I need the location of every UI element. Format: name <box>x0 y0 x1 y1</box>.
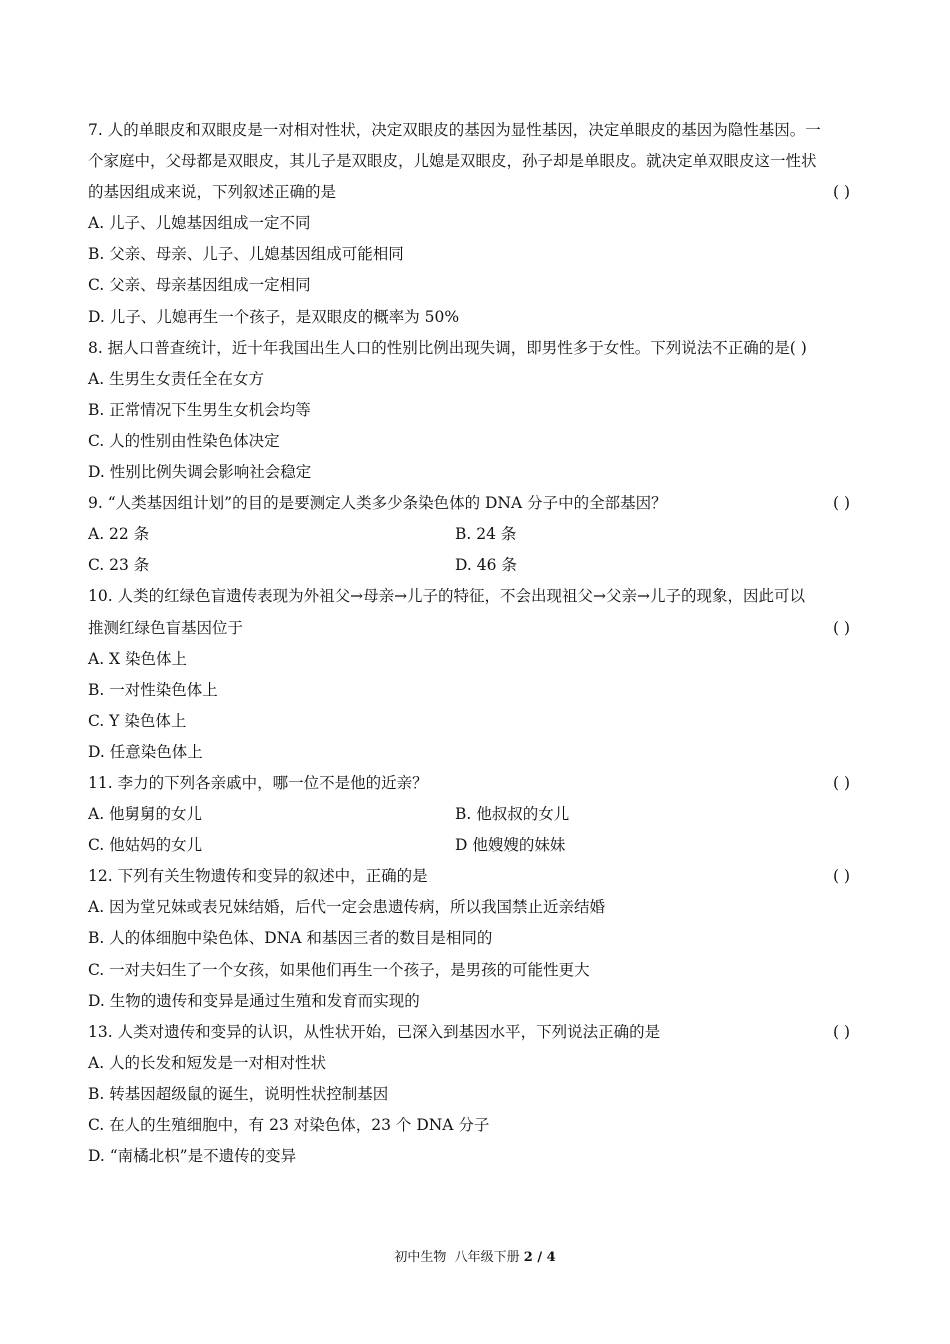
option-c: C. 一对夫妇生了一个女孩，如果他们再生一个孩子，是男孩的可能性更大 <box>88 960 590 979</box>
answer-blank: ( ) <box>832 867 850 886</box>
question-9 <box>88 488 864 581</box>
option-b: B. 一对性染色体上 <box>88 680 218 699</box>
question-stem-line: 10. 人类的红绿色盲遗传表现为外祖父→母亲→儿子的特征，不会出现祖父→父亲→儿子的现象，因此可以 <box>88 587 806 606</box>
question-13 <box>88 1017 864 1172</box>
question-stem-line: 8. 据人口普查统计，近十年我国出生人口的性别比例出现失调，即男性多于女性。下列说法不正确的是( ) <box>88 338 807 357</box>
option-b: B. 人的体细胞中染色体、DNA 和基因三者的数目是相同的 <box>88 929 493 948</box>
question-12 <box>88 861 864 1016</box>
question-stem-line: 12. 下列有关生物遗传和变异的叙述中，正确的是 <box>88 867 428 886</box>
option-c: C. 在人的生殖细胞中，有 23 对染色体，23 个 DNA 分子 <box>88 1116 490 1134</box>
option-b: B. 正常情况下生男生女机会均等 <box>88 400 311 419</box>
option-row <box>88 519 864 550</box>
question-8 <box>88 333 864 488</box>
question-stem-row <box>88 768 864 799</box>
question-stem-row <box>88 488 864 519</box>
option-d: D. 46 条 <box>455 556 517 575</box>
option-b: B. 他叔叔的女儿 <box>455 805 570 824</box>
page-footer <box>0 1246 950 1265</box>
answer-blank: ( ) <box>832 1022 850 1041</box>
option-d: D 他嫂嫂的妹妹 <box>455 836 566 855</box>
option-d: D. “南橘北枳”是不遗传的变异 <box>88 1147 297 1166</box>
option-c: C. 他姑妈的女儿 <box>88 836 203 855</box>
option-d: D. 生物的遗传和变异是通过生殖和发育而实现的 <box>88 991 420 1010</box>
question-7 <box>88 115 864 333</box>
question-stem-row <box>88 613 864 644</box>
page-number: 2 / 4 <box>523 1250 556 1265</box>
answer-blank: ( ) <box>832 183 850 202</box>
question-stem-line: 9. “人类基因组计划”的目的是要测定人类多少条染色体的 DNA 分子中的全部基因？ <box>88 494 667 513</box>
option-d: D. 儿子、儿媳再生一个孩子，是双眼皮的概率为 50% <box>88 307 460 326</box>
option-row <box>88 799 864 830</box>
option-d: D. 任意染色体上 <box>88 742 203 761</box>
footer-grade: 八年级下册 <box>454 1250 520 1265</box>
question-stem-line: 11. 李力的下列各亲戚中，哪一位不是他的近亲？ <box>88 773 428 792</box>
option-row <box>88 550 864 581</box>
question-stem-line: 的基因组成来说，下列叙述正确的是 <box>88 183 337 202</box>
answer-blank: ( ) <box>832 618 850 637</box>
option-c: C. 父亲、母亲基因组成一定相同 <box>88 276 311 295</box>
option-b: B. 转基因超级鼠的诞生，说明性状控制基因 <box>88 1084 389 1103</box>
answer-blank: ( ) <box>832 773 850 792</box>
option-c: C. 人的性别由性染色体决定 <box>88 431 280 450</box>
option-d: D. 性别比例失调会影响社会稳定 <box>88 463 312 482</box>
option-a: A. 儿子、儿媳基因组成一定不同 <box>88 214 311 233</box>
option-a: A. X 染色体上 <box>88 649 188 668</box>
question-stem-row <box>88 861 864 892</box>
option-a: A. 人的长发和短发是一对相对性状 <box>88 1053 327 1072</box>
option-row <box>88 830 864 861</box>
footer-subject: 初中生物 <box>394 1250 447 1265</box>
option-a: A. 22 条 <box>88 525 150 544</box>
question-stem-line: 推测红绿色盲基因位于 <box>88 618 244 637</box>
question-stem-row <box>88 177 864 208</box>
question-stem-row <box>88 1017 864 1048</box>
answer-blank: ( ) <box>832 494 850 513</box>
question-stem-line: 个家庭中，父母都是双眼皮，其儿子是双眼皮，儿媳是双眼皮，孙子却是单眼皮。就决定单双眼皮这一性状 <box>88 152 817 171</box>
option-b: B. 父亲、母亲、儿子、儿媳基因组成可能相同 <box>88 245 404 264</box>
option-a: A. 因为堂兄妹或表兄妹结婚，后代一定会患遗传病，所以我国禁止近亲结婚 <box>88 898 606 917</box>
question-11 <box>88 768 864 861</box>
question-stem-line: 7. 人的单眼皮和双眼皮是一对相对性状，决定双眼皮的基因为显性基因，决定单眼皮的基因为隐性基因。一 <box>88 121 821 139</box>
question-stem-line: 13. 人类对遗传和变异的认识，从性状开始，已深入到基因水平，下列说法正确的是 <box>88 1022 661 1041</box>
option-c: C. 23 条 <box>88 556 150 575</box>
option-c: C. Y 染色体上 <box>88 711 187 730</box>
option-a: A. 他舅舅的女儿 <box>88 805 203 824</box>
option-b: B. 24 条 <box>455 525 517 544</box>
question-list <box>88 115 864 1172</box>
option-a: A. 生男生女责任全在女方 <box>88 369 265 388</box>
question-10 <box>88 581 864 768</box>
